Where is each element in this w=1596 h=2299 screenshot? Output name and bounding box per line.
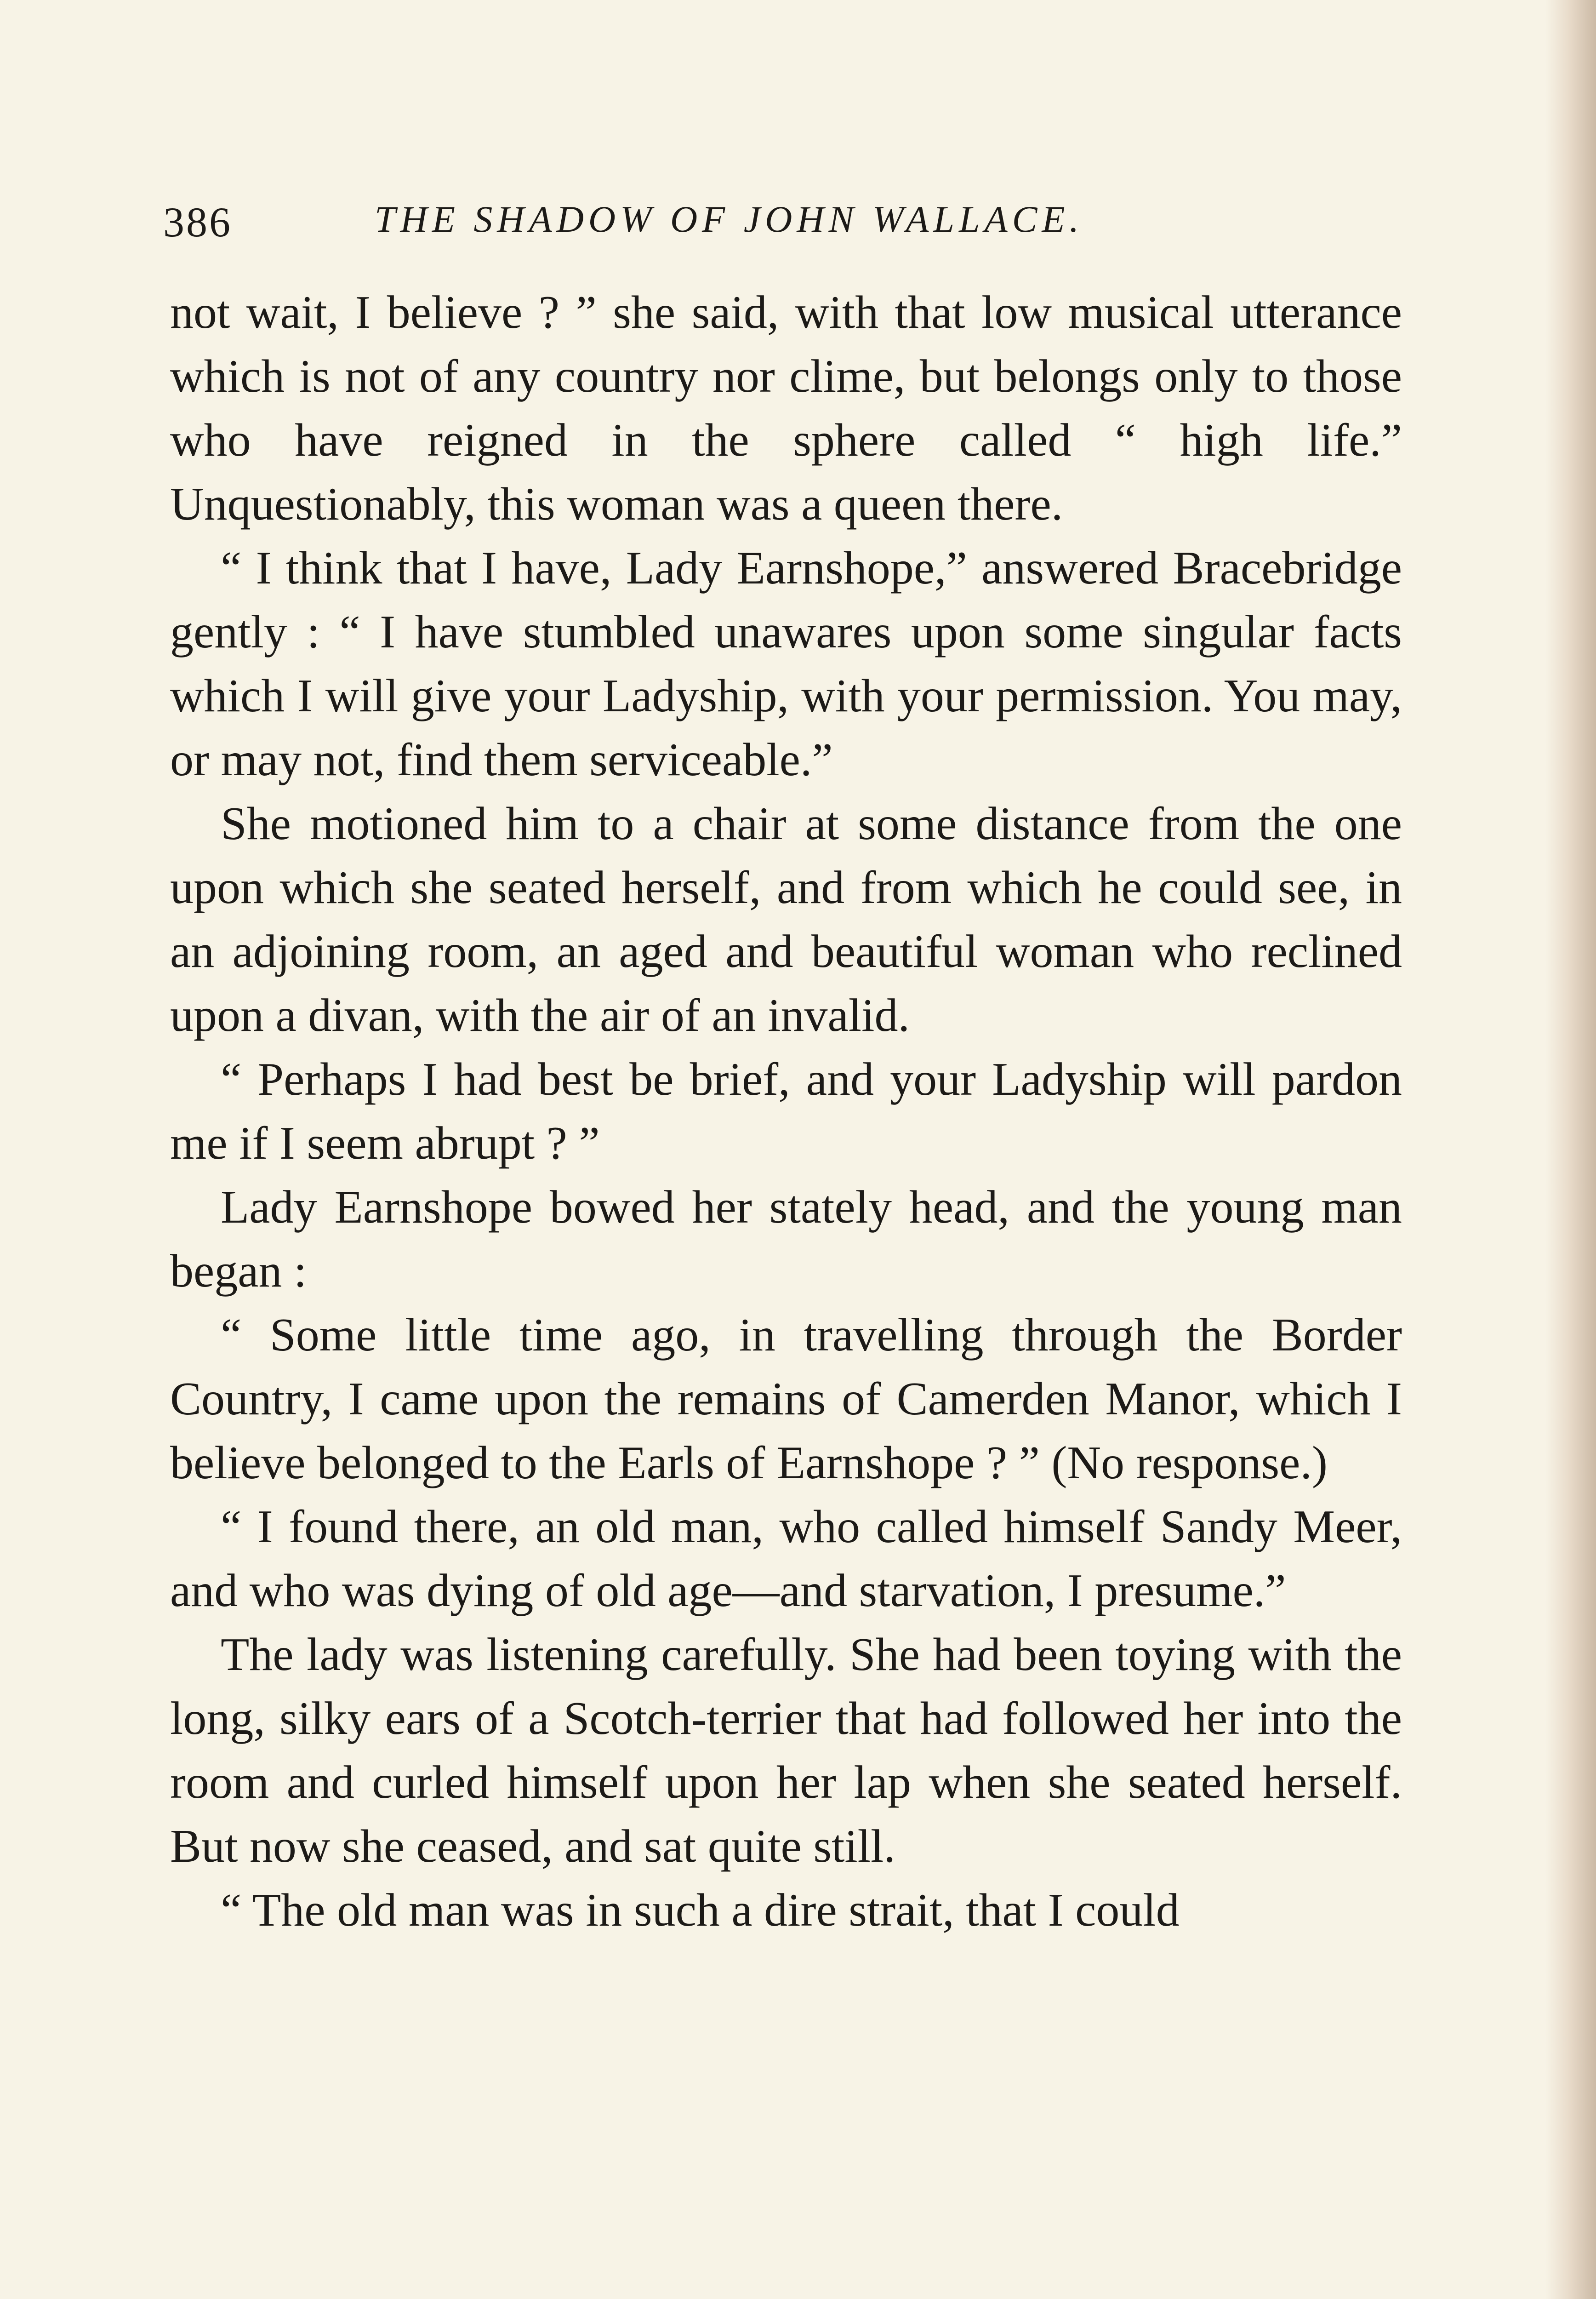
page-edge-shadow (1545, 0, 1596, 2299)
running-title: THE SHADOW OF JOHN WALLACE. (375, 198, 1084, 240)
paragraph: “ Perhaps I had best be brief, and your Ladyship will pardon me if I seem abrupt ? ” (170, 1053, 1402, 1169)
page-number: 386 (163, 199, 232, 246)
paragraph: The lady was listening carefully. She had been toying with the long, silky ears of a Scotch-terrier that had followed her into the room and curled himself upon her lap when she seated herself. But now she ceased, and sat quite still. (170, 1629, 1402, 1872)
paragraph: Lady Earnshope bowed her stately head, and the young man began : (170, 1181, 1402, 1297)
paragraph: She motioned him to a chair at some distance from the one upon which she seated herself, and from which he could see, in an adjoining room, an aged and beautiful woman who reclined upon a divan, with the air of an invalid. (170, 798, 1402, 1041)
paragraph: “ I think that I have, Lady Earnshope,” answered Bracebridge gently : “ I have stumbled unawares upon some singular facts which I will give your Ladyship, with your permission. You may, or may not, find them serviceable.” (170, 542, 1402, 786)
body-text (170, 280, 1402, 1942)
paragraph: not wait, I believe ? ” she said, with that low musical utterance which is not of any country nor clime, but belongs only to those who have reigned in the sphere called “ high life.” Unquestionably, this woman was a queen there. (170, 286, 1402, 530)
page-header (163, 198, 1404, 262)
paragraph: “ I found there, an old man, who called himself Sandy Meer, and who was dying of old age—and starvation, I presume.” (170, 1501, 1402, 1617)
paragraph: “ The old man was in such a dire strait, that I could (221, 1884, 1180, 1936)
paragraph: “ Some little time ago, in travelling through the Border Country, I came upon the remains of Camerden Manor, which I believe belonged to the Earls of Earnshope ? ” (No response.) (170, 1309, 1402, 1489)
